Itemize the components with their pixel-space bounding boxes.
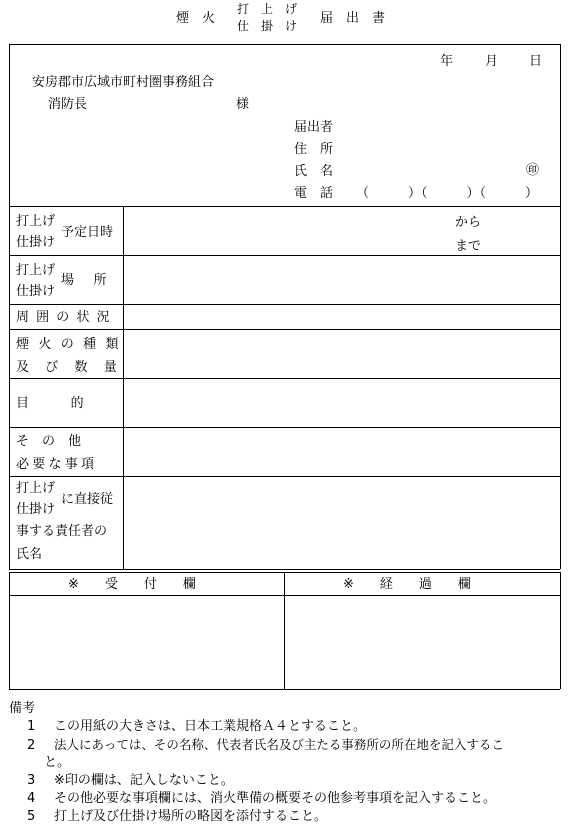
table-right-border (560, 44, 561, 569)
row-divider (9, 304, 560, 305)
label-surroundings: 周囲の状況 (16, 310, 117, 325)
schedule-until: まで (455, 239, 482, 254)
label-setpiece: 仕掛け (16, 235, 56, 250)
label-fireworks-type: 煙火の種類 (16, 337, 128, 352)
title-notification: 届 出 書 (320, 11, 386, 26)
note-number: 2 (27, 738, 36, 753)
row-divider (9, 427, 560, 428)
label-other: そ の 他 (16, 434, 82, 449)
row-divider (9, 206, 560, 207)
row-divider (9, 329, 560, 330)
office-box-bottom-border (9, 689, 560, 690)
label-and-quantity: 及び数量 (16, 360, 134, 375)
addressee-organization: 安房郡市広域市町村圏事務組合 (32, 75, 215, 90)
phone-label: 電 話 (294, 186, 334, 201)
notes-heading: 備考 (9, 701, 36, 716)
note-text: その他必要な事項欄には、消火準備の概要その他参考事項を記入すること。 (54, 791, 497, 806)
table-left-border (9, 44, 10, 569)
name-label: 氏 名 (294, 164, 334, 179)
label-scheduled-datetime: 予定日時 (61, 225, 114, 240)
reception-column-label: ※ 受 付 欄 (68, 577, 196, 592)
note-number: 4 (27, 791, 36, 806)
note-text-continuation: と。 (44, 755, 71, 770)
row-divider (9, 255, 560, 256)
seal-icon: ㊞ (526, 163, 540, 178)
label-setpiece: 仕掛け (16, 502, 56, 517)
label-responsible-person: 事する責任者の (16, 524, 108, 539)
note-text: 打上げ及び仕掛け場所の略図を添付すること。 (54, 809, 328, 824)
label-launch: 打上げ (16, 263, 56, 278)
addressee-title: 消防長 (48, 97, 88, 112)
date-year: 年 (440, 54, 454, 69)
row-divider (9, 476, 560, 477)
label-place: 場 所 (61, 273, 110, 288)
label-necessary-matters: 必要な事項 (16, 457, 98, 472)
label-name: 氏名 (16, 547, 43, 562)
label-column-divider (123, 206, 124, 569)
title-launch: 打 上 げ (237, 2, 298, 16)
office-box-middle-divider (284, 572, 285, 689)
table-bottom-border (9, 569, 560, 570)
note-number: 1 (27, 719, 36, 734)
addressee-honorific: 様 (236, 97, 250, 112)
address-label: 住 所 (294, 142, 334, 157)
table-top-border (9, 44, 560, 45)
title-setpiece: 仕 掛 け (237, 19, 298, 33)
label-launch: 打上げ (16, 481, 56, 496)
label-purpose: 目 的 (16, 396, 85, 411)
note-text: この用紙の大きさは、日本工業規格Ａ４とすること。 (54, 719, 367, 734)
notifier-label: 届出者 (294, 120, 334, 135)
note-number: 3 (27, 773, 36, 788)
office-box-left-border (9, 572, 10, 689)
note-text: ※印の欄は、記入しないこと。 (54, 773, 234, 788)
note-number: 5 (27, 809, 36, 824)
date-month: 月 (485, 54, 499, 69)
label-directly-engaged: に直接従 (61, 492, 114, 507)
label-setpiece: 仕掛け (16, 284, 56, 299)
title-fireworks: 煙 火 (176, 11, 216, 26)
phone-format: （ ）（ ）（ ） (356, 186, 539, 201)
label-launch: 打上げ (16, 214, 56, 229)
schedule-from: から (455, 215, 482, 230)
date-day: 日 (529, 54, 543, 69)
progress-column-label: ※ 経 過 欄 (343, 577, 471, 592)
note-text: 法人にあっては、その名称、代表者氏名及び主たる事務所の所在地を記入するこ (54, 737, 504, 752)
row-divider (9, 378, 560, 379)
office-box-right-border (560, 572, 561, 689)
